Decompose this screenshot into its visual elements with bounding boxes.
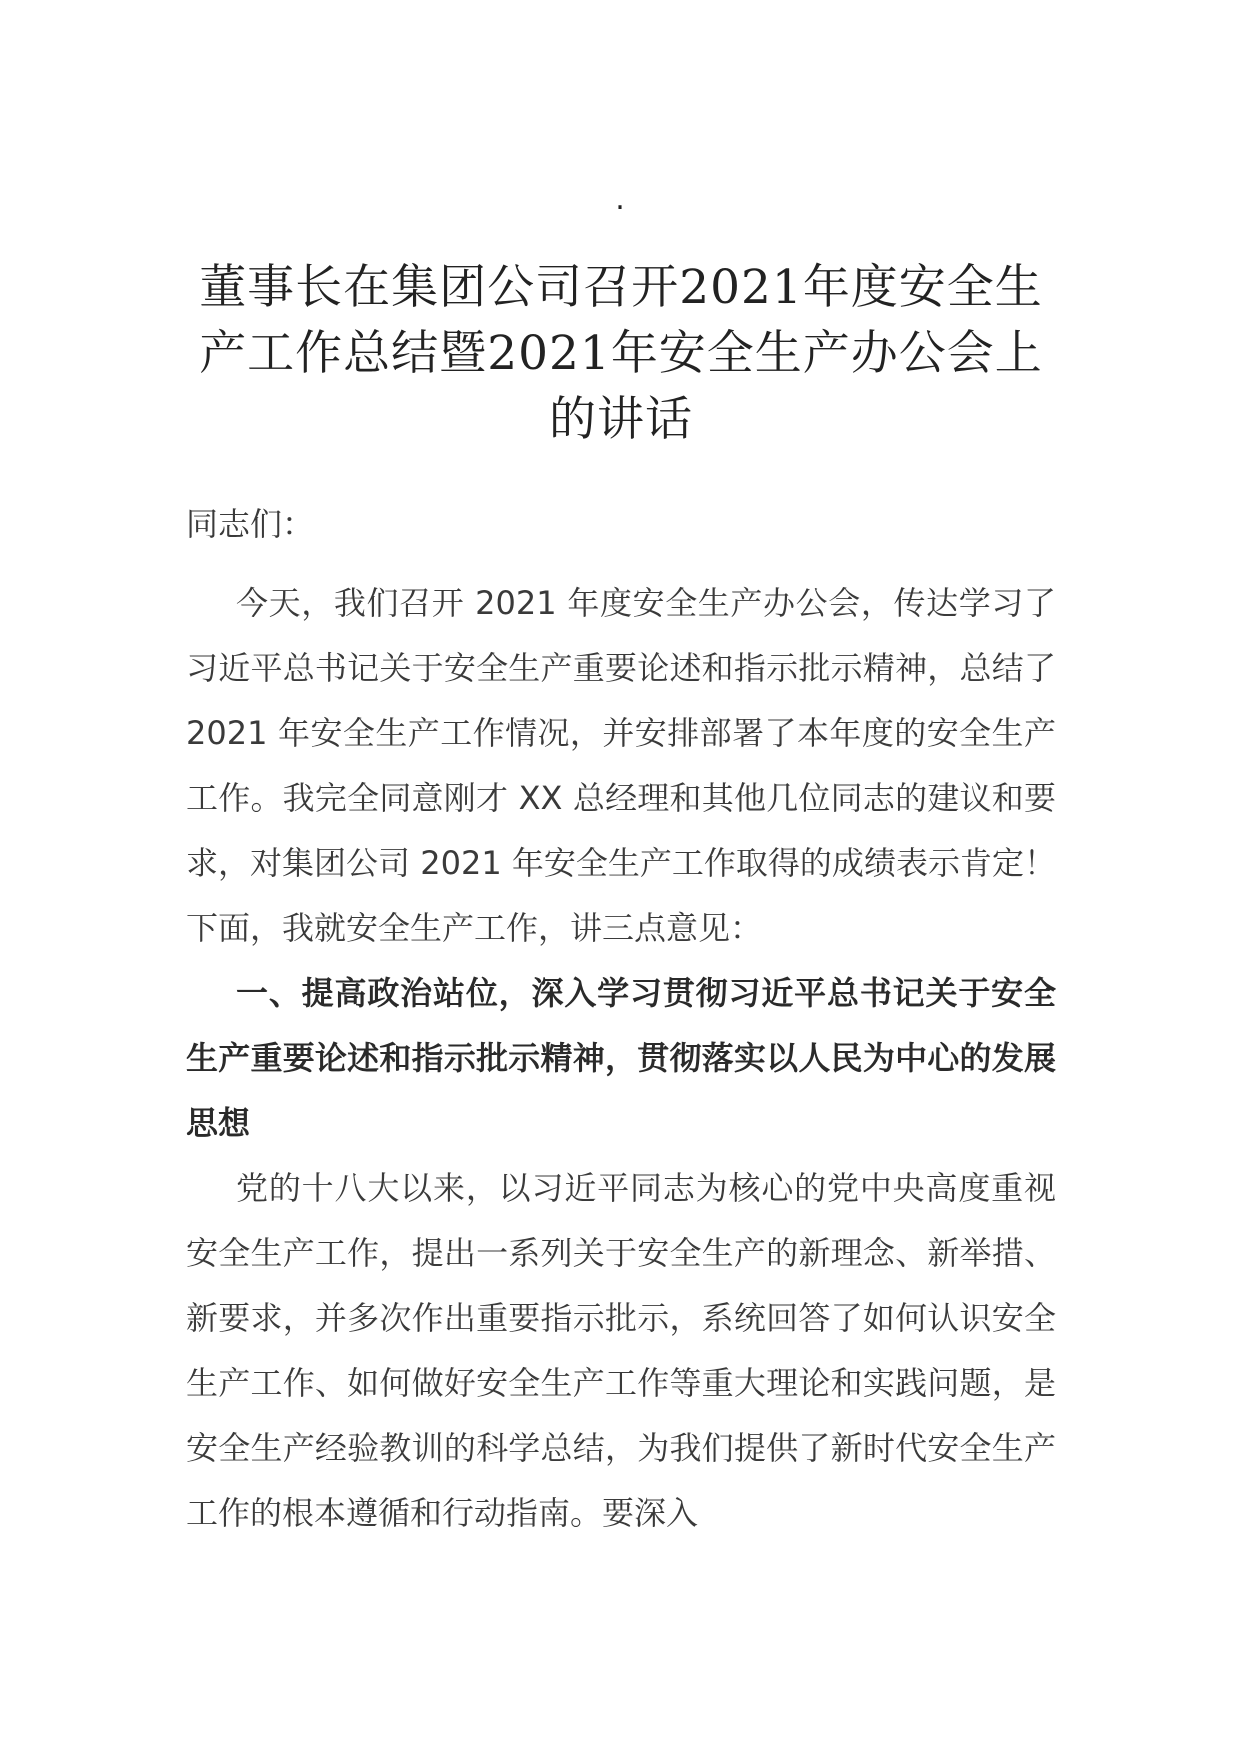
section-heading-1: 一、提高政治站位，深入学习贯彻习近平总书记关于安全生产重要论述和指示批示精神，贯彻落实以人民为中心的发展思想 — [186, 974, 1056, 1142]
document-body — [186, 492, 1056, 1546]
paragraph-opening: 今天，我们召开 2021 年度安全生产办公会，传达学习了习近平总书记关于安全生产重要论述和指示批示精神，总结了 2021 年安全生产工作情况，并安排部署了本年度的安全生产工作。我完全同意刚才 XX 总经理和其他几位同志的建议和要求，对集团公司 2021 年安全生产工作取得的成绩表示肯定！下面，我就安全生产工作，讲三点意见： — [186, 584, 1056, 947]
title-year-2: 2021 — [487, 326, 611, 381]
title-part-1: 董事长在集团公司召开 — [199, 260, 680, 315]
title-part-3: 年安全生产办公会上的讲话 — [549, 326, 1043, 447]
header-mark: . — [615, 182, 625, 217]
document-title — [186, 255, 1056, 453]
salutation: 同志们： — [186, 505, 315, 543]
title-part-2: 年度安全生产工作总结暨 — [199, 260, 1043, 381]
title-year-1: 2021 — [679, 260, 803, 315]
paragraph-section-1: 党的十八大以来，以习近平同志为核心的党中央高度重视安全生产工作，提出一系列关于安全生产的新理念、新举措、新要求，并多次作出重要指示批示，系统回答了如何认识安全生产工作、如何做好安全生产工作等重大理论和实践问题，是安全生产经验教训的科学总结，为我们提供了新时代安全生产工作的根本遵循和行动指南。要深入 — [186, 1169, 1056, 1532]
